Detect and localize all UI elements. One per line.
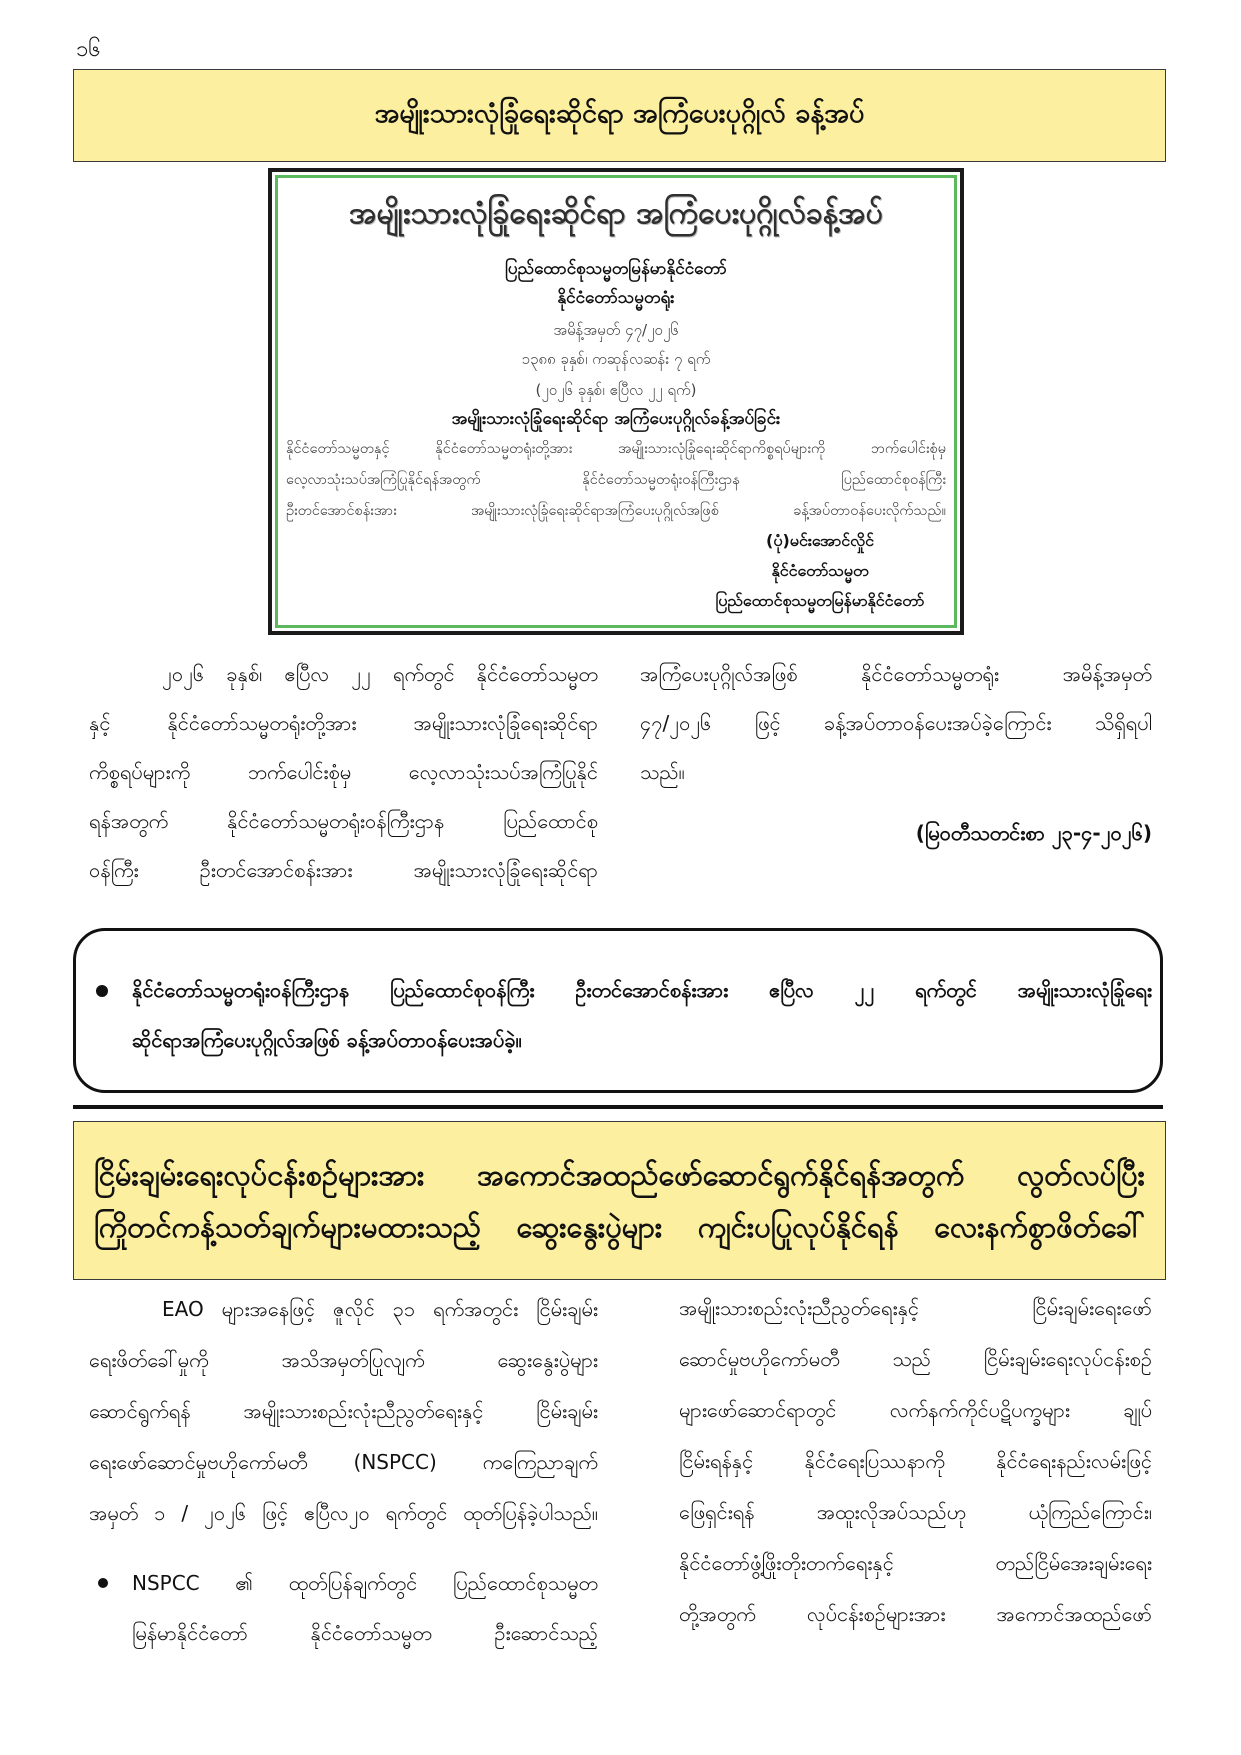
text-line: ရန်အတွက် နိုင်ငံတော်သမ္မတရုံးဝန်ကြီးဌာန ပြည်ထောင်စု	[89, 809, 598, 833]
text-line: ကိစ္စရပ်များကို ဘက်ပေါင်းစုံမှ လေ့လာသုံးသပ်အကြံပြုနိုင်	[89, 760, 598, 784]
highlight-text	[132, 965, 1152, 1065]
text-line: EAO များအနေဖြင့် ဇူလိုင် ၃၁ ရက်အတွင်း ငြိမ်းချမ်း	[162, 1297, 598, 1321]
text-line: များဖော်ဆောင်ရာတွင် လက်နက်ကိုင်ပဋိပက္ခများ ချုပ်	[679, 1398, 1152, 1422]
text-line: တို့အတွက် လုပ်ငန်းစဉ်များအား အကောင်အထည်ဖော်	[679, 1602, 1152, 1626]
text-line: ဆိုင်ရာအကြံပေးပုဂ္ဂိုလ်အဖြစ် ခန့်အပ်တာဝန်ပေးအပ်ခဲ့။	[132, 1028, 522, 1052]
text-line: ရေးဖော်ဆောင်မှုဗဟိုကော်မတီ (NSPCC) ကကြေညာချက်	[89, 1450, 598, 1474]
text-line: အကြံပေးပုဂ္ဂိုလ်အဖြစ် နိုင်ငံတော်သမ္မတရုံး အမိန့်အမှတ်	[640, 662, 1152, 686]
text-line: ၄၇/၂၀၂၆ ဖြင့် ခန့်အပ်တာဝန်ပေးအပ်ခဲ့ကြောင်း သိရှိရပါ	[640, 711, 1152, 735]
section2-bullet-item	[132, 1558, 598, 1658]
section1-title-box	[73, 69, 1166, 162]
section-divider	[73, 1105, 1163, 1109]
text-line: နှင့် နိုင်ငံတော်သမ္မတရုံးတို့အား အမျိုးသားလုံခြုံရေးဆိုင်ရာ	[89, 711, 598, 735]
section1-left-column	[89, 650, 598, 895]
notice-signature	[670, 526, 970, 616]
section1-right-column	[640, 650, 1152, 797]
page-number: ၁၆	[76, 37, 101, 62]
bullet-icon	[98, 1578, 108, 1588]
appointment-notice-clipping	[268, 168, 964, 635]
section2-left-paragraph	[89, 1284, 598, 1539]
notice-body	[286, 434, 946, 527]
notice-state: ပြည်ထောင်စုသမ္မတမြန်မာနိုင်ငံတော်	[505, 259, 727, 279]
text-line: ဝန်ကြီး ဦးတင်အောင်စန်းအား အမျိုးသားလုံခြုံရေးဆိုင်ရာ	[89, 858, 598, 882]
title-line: ကြိုတင်ကန့်သတ်ချက်များမထားသည့် ဆွေးနွေးပွဲများ ကျင်းပပြုလုပ်နိုင်ရန် လေးနက်စွာဖိတ်ခေါ်	[94, 1210, 1145, 1244]
notice-body-line: ဦးတင်အောင်စန်းအား အမျိုးသားလုံခြုံရေးဆိုင်ရာအကြံပေးပုဂ္ဂိုလ်အဖြစ် ခန့်အပ်တာဝန်ပေးလိုက်သည်။	[286, 503, 946, 519]
text-line: နိုင်ငံတော်ဖွံ့ဖြိုးတိုးတက်ရေးနှင့် တည်ငြိမ်အေးချမ်းရေး	[679, 1551, 1152, 1575]
text-line: ဆောင်ရွက်ရန် အမျိုးသားစည်းလုံးညီညွတ်ရေးနှင့် ငြိမ်းချမ်း	[89, 1399, 598, 1423]
notice-office: နိုင်ငံတော်သမ္မတရုံး	[557, 288, 675, 308]
bullet-icon	[96, 985, 108, 997]
notice-heading: အမျိုးသားလုံခြုံရေးဆိုင်ရာ အကြံပေးပုဂ္ဂိုလ်ခန့်အပ်	[349, 196, 883, 231]
text-line: ရေးဖိတ်ခေါ်မှုကို အသိအမှတ်ပြုလျက် ဆွေးနွေးပွဲများ	[89, 1348, 598, 1372]
signature-state: ပြည်ထောင်စုသမ္မတမြန်မာနိုင်ငံတော်	[715, 591, 925, 610]
text-line: နိုင်ငံတော်သမ္မတရုံးဝန်ကြီးဌာန ပြည်ထောင်စုဝန်ကြီး ဦးတင်အောင်စန်းအား ဧပြီလ ၂၂ ရက်တွင် အမျိုးသားလုံခြုံရေး	[132, 978, 1152, 1002]
text-line: မြန်မာနိုင်ငံတော် နိုင်ငံတော်သမ္မတ ဦးဆောင်သည့်	[132, 1621, 598, 1645]
signature-name: (ပုံ)မင်းအောင်လှိုင်	[766, 531, 874, 550]
notice-gregorian-date: (၂၀၂၆ ခုနှစ်၊ ဧပြီလ ၂၂ ရက်)	[535, 381, 697, 399]
notice-body-line: နိုင်ငံတော်သမ္မတနှင့် နိုင်ငံတော်သမ္မတရုံးတို့အား အမျိုးသားလုံခြုံရေးဆိုင်ရာကိစ္စရပ်များကို ဘက်ပေါင်းစုံမှ	[286, 441, 946, 457]
highlight-box	[73, 928, 1163, 1093]
text-line: အမှတ် ၁ / ၂၀၂၆ ဖြင့် ဧပြီလ၂၀ ရက်တွင် ထုတ်ပြန်ခဲ့ပါသည်။	[89, 1501, 598, 1525]
text-line: အမျိုးသားစည်းလုံးညီညွတ်ရေးနှင့် ငြိမ်းချမ်းရေးဖော်	[679, 1296, 1152, 1320]
text-line: သည်။	[640, 760, 685, 784]
signature-title: နိုင်ငံတော်သမ္မတ	[771, 561, 869, 580]
section2-right-column	[679, 1283, 1152, 1640]
text-line: ၂၀၂၆ ခုနှစ်၊ ဧပြီလ ၂၂ ရက်တွင် နိုင်ငံတော်သမ္မတ	[162, 662, 598, 686]
text-line: ငြိမ်းရန်နှင့် နိုင်ငံရေးပြဿနာကို နိုင်ငံရေးနည်းလမ်းဖြင့်	[679, 1449, 1152, 1473]
notice-order-number: အမိန့်အမှတ် ၄၇/၂၀၂၆	[553, 321, 679, 339]
text-line: ဖြေရှင်းရန် အထူးလိုအပ်သည်ဟု ယုံကြည်ကြောင်း၊	[679, 1500, 1152, 1524]
source-citation: (မြဝတီသတင်းစာ ၂၃-၄-၂၀၂၆)	[915, 821, 1152, 845]
notice-myanmar-date: ၁၃၈၈ ခုနှစ်၊ ကဆုန်လဆန်း ၇ ရက်	[521, 350, 711, 368]
text-line: ဆောင်မှုဗဟိုကော်မတီ သည် ငြိမ်းချမ်းရေးလုပ်ငန်းစဉ်	[679, 1347, 1152, 1371]
notice-body-line: လေ့လာသုံးသပ်အကြံပြုနိုင်ရန်အတွက် နိုင်ငံတော်သမ္မတရုံးဝန်ကြီးဌာန ပြည်ထောင်စုဝန်ကြီး	[286, 472, 946, 488]
title-line: ငြိမ်းချမ်းရေးလုပ်ငန်းစဉ်များအား အကောင်အထည်ဖော်ဆောင်ရွက်နိုင်ရန်အတွက် လွတ်လပ်ပြီး	[94, 1158, 1145, 1192]
notice-subject: အမျိုးသားလုံခြုံရေးဆိုင်ရာ အကြံပေးပုဂ္ဂိုလ်ခန့်အပ်ခြင်း	[451, 409, 781, 429]
section2-title	[94, 1149, 1145, 1253]
section1-title: အမျိုးသားလုံခြုံရေးဆိုင်ရာ အကြံပေးပုဂ္ဂိုလ် ခန့်အပ်	[374, 97, 865, 129]
section2-title-box	[73, 1121, 1166, 1280]
text-line: NSPCC ၏ ထုတ်ပြန်ချက်တွင် ပြည်ထောင်စုသမ္မတ	[132, 1571, 598, 1595]
